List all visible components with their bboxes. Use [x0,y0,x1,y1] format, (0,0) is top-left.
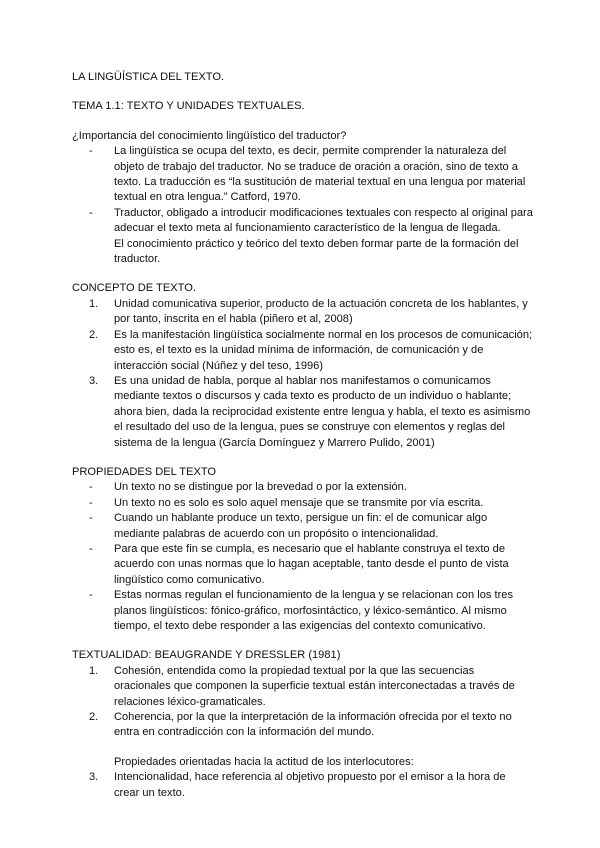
list-line: Es la manifestación lingüística socialmente normal en los procesos de comunicación; [114,328,533,341]
list-line: objeto de trabajo del traductor. No se traduce de oración a oración, sino de texto a [114,160,518,173]
section-textuality [72,648,532,801]
list-line: Coherencia, por la que la interpretación de la información ofrecida por el texto no [114,711,512,724]
list-line: Un texto no se distingue por la brevedad o por la extensión. [114,481,407,494]
list-line: Un texto no es solo es solo aquel mensaje que se transmite por vía escrita. [114,496,484,509]
list-marker: 1. [89,297,99,310]
document-page [72,70,532,801]
list-item [72,770,532,801]
list-marker: - [89,496,93,509]
list-item [72,297,532,328]
list-line: interacción social (Núñez y del teso, 1996) [114,359,324,372]
list-marker: - [89,589,93,602]
list-item [72,664,532,710]
list-line: planos lingüísticos: fónico-gráfico, morfosintáctico, y léxico-semántico. Al mismo [114,604,507,617]
list-item [72,374,532,451]
list-marker: 2. [89,328,99,341]
document-title: LA LINGÜÍSTICA DEL TEXTO. [72,71,225,83]
list-item [72,206,532,268]
list-line: Cohesión, entendida como la propiedad textual por la que las secuencias [114,664,475,677]
list-line: mediante textos o discursos y cada texto es producto de un individuo o hablante; [114,390,512,403]
list-line: Traductor, obligado a introducir modificaciones textuales con respecto al original para [114,206,533,219]
list-marker: 3. [89,374,99,387]
list-marker: - [89,481,93,494]
list-item [72,511,532,542]
list-line: Estas normas regulan el funcionamiento de la lengua y se relacionan con los tres [114,589,513,602]
subnote: Propiedades orientadas hacia la actitud de los interlocutores: [114,755,414,768]
list-marker: - [89,512,93,525]
list-item [72,588,532,634]
list-item [72,144,532,206]
list-line: ahora bien, dada la reciprocidad existente entre lengua y habla, el texto es asimismo [114,405,531,418]
list-line: El conocimiento práctico y teórico del texto deben formar parte de la formación del [114,237,519,250]
list-item [72,710,532,741]
list-line: relaciones léxico-gramaticales. [114,695,266,708]
section-heading: PROPIEDADES DEL TEXTO [72,465,217,478]
list-line: traductor. [114,253,161,266]
list-line: Cuando un hablante produce un texto, persigue un fin: el de comunicar algo [114,512,488,525]
list-marker: - [89,206,93,219]
section-concept [72,281,532,450]
list-line: textual en otra lengua.” Catford, 1970. [114,191,301,204]
list-item [72,496,532,511]
list-line: por tanto, inscrita en el habla (piñero et al, 2008) [114,313,353,326]
list-line: Intencionalidad, hace referencia al objetivo propuesto por el emisor a la hora de [114,771,506,784]
list-line: Es una unidad de habla, porque al hablar nos manifestamos o comunicamos [114,374,491,387]
list-line: esto es, el texto es la unidad mínima de información, de comunicación y de [114,344,484,357]
list-line: Para que este fin se cumpla, es necesario que el hablante construya el texto de [114,542,505,555]
list-line: crear un texto. [114,786,185,799]
list-marker: - [89,145,93,158]
list-item [72,480,532,495]
list-marker: 3. [89,771,99,784]
list-line: mediante palabras de acuerdo con un propósito o intencionalidad. [114,527,439,540]
list-marker: - [89,542,93,555]
document-subtitle: TEMA 1.1: TEXTO Y UNIDADES TEXTUALES. [72,100,305,113]
section-heading: TEXTUALIDAD: BEAUGRANDE Y DRESSLER (1981) [72,649,341,662]
section-properties [72,465,532,634]
section-heading: CONCEPTO DE TEXTO. [72,282,196,295]
section-importance [72,129,532,268]
list-line: texto. La traducción es “la sustitución de material textual en una lengua por material [114,176,526,189]
list-line: sistema de la lengua (García Domínguez y Marrero Pulido, 2001) [114,436,435,449]
list-line: adecuar el texto meta al funcionamiento característico de la lengua de llegada. [114,222,501,235]
list-line: La lingüística se ocupa del texto, es decir, permite comprender la naturaleza del [114,145,507,158]
list-line: el resultado del uso de la lengua, pues se construye con elementos y reglas del [114,421,505,434]
list-line: lingüístico como comunicativo. [114,573,265,586]
list-item [72,328,532,374]
list-line: tiempo, el texto debe responder a las exigencias del contexto comunicativo. [114,620,486,632]
list-line: Unidad comunicativa superior, producto de la actuación concreta de los hablantes, y [114,297,528,310]
section-question: ¿Importancia del conocimiento lingüístico del traductor? [72,129,347,142]
list-item [72,542,532,588]
list-marker: 1. [89,664,99,677]
list-line: acuerdo con unas normas que lo hagan aceptable, tanto desde el punto de vista [114,558,509,571]
list-line: entra en contradicción con la información del mundo. [114,726,375,739]
list-line: oracionales que componen la superficie textual están interconectadas a través de [114,680,515,693]
list-marker: 2. [89,711,99,724]
